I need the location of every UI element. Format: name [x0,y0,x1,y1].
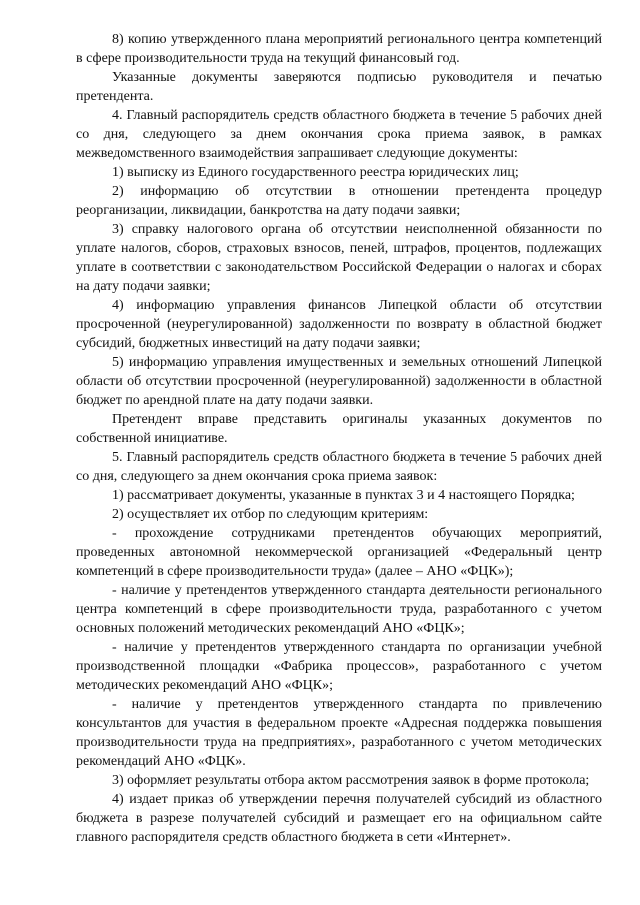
list-item-property-info: 5) информацию управления имущественных и земельных отношений Липецкой области об отсутствии просроченной (неурегулированной) задолженности в областной бюджет по арендной плате на дату подачи заявки. [76,355,602,408]
list-item-review-documents: 1) рассматривает документы, указанные в пунктах 3 и 4 настоящего Порядка; [112,488,575,503]
list-item-protocol: 3) оформляет результаты отбора актом рассмотрения заявок в форме протокола; [112,773,590,788]
list-item-reorganization-info: 2) информацию об отсутствии в отношении претендента процедур реорганизации, ликвидации, банкротства на дату подачи заявки; [76,184,602,218]
list-item-finance-info: 4) информацию управления финансов Липецкой области об отсутствии просроченной (неурегулированной) задолженности по возврату в областной бюджет субсидий, бюджетных инвестиций на дату подачи заявки; [76,298,602,351]
criterion-training: - прохождение сотрудниками претендентов обучающих мероприятий, проведенных автономной некоммерческой организацией «Федеральный центр компетенций в сфере производительности труда» (далее – АНО «ФЦК»); [76,526,602,579]
criterion-process-factory-standard: - наличие у претендентов утвержденного стандарта по организации учебной производственной площадки «Фабрика процессов», разработанного с учетом методических рекомендаций АНО «ФЦК»; [76,640,602,693]
paragraph-own-initiative: Претендент вправе представить оригиналы указанных документов по собственной инициативе. [76,412,602,446]
list-item-selection-criteria: 2) осуществляет их отбор по следующим критериям: [112,507,429,522]
list-item-tax-certificate: 3) справку налогового органа об отсутствии неисполненной обязанности по уплате налогов, сборов, страховых взносов, пеней, штрафов, процентов, подлежащих уплате в соответствии с законодательством Российской Федерации о налогах и сборах на дату подачи заявки; [76,222,602,294]
paragraph-8-plan-copy: 8) копию утвержденного плана мероприятий регионального центра компетенций в сфере производительности труда на текущий финансовый год. [76,32,602,66]
paragraph-section-5: 5. Главный распорядитель средств областного бюджета в течение 5 рабочих дней со дня, следующего за днем окончания срока приема заявок: [76,450,602,484]
criterion-activity-standard: - наличие у претендентов утвержденного стандарта деятельности регионального центра компетенций в сфере производительности труда, разработанного с учетом основных положений методических рекомендаций АНО «ФЦК»; [76,583,602,636]
list-item-order: 4) издает приказ об утверждении перечня получателей субсидий из областного бюджета в разрезе получателей субсидий и размещает его на официальном сайте главного распорядителя средств областного бюджета в сети «Интернет». [76,792,602,845]
paragraph-section-4: 4. Главный распорядитель средств областного бюджета в течение 5 рабочих дней со дня, следующего за днем окончания срока приема заявок, в рамках межведомственного взаимодействия запрашивает следующие документы: [76,108,602,161]
paragraph-certification: Указанные документы заверяются подписью руководителя и печатью претендента. [76,70,602,104]
list-item-registry-extract: 1) выписку из Единого государственного реестра юридических лиц; [112,165,519,180]
criterion-consultants-standard: - наличие у претендентов утвержденного стандарта по привлечению консультантов для участия в федеральном проекте «Адресная поддержка повышения производительности труда на предприятиях», разработанного с учетом методических рекомендаций АНО «ФЦК». [76,697,602,769]
